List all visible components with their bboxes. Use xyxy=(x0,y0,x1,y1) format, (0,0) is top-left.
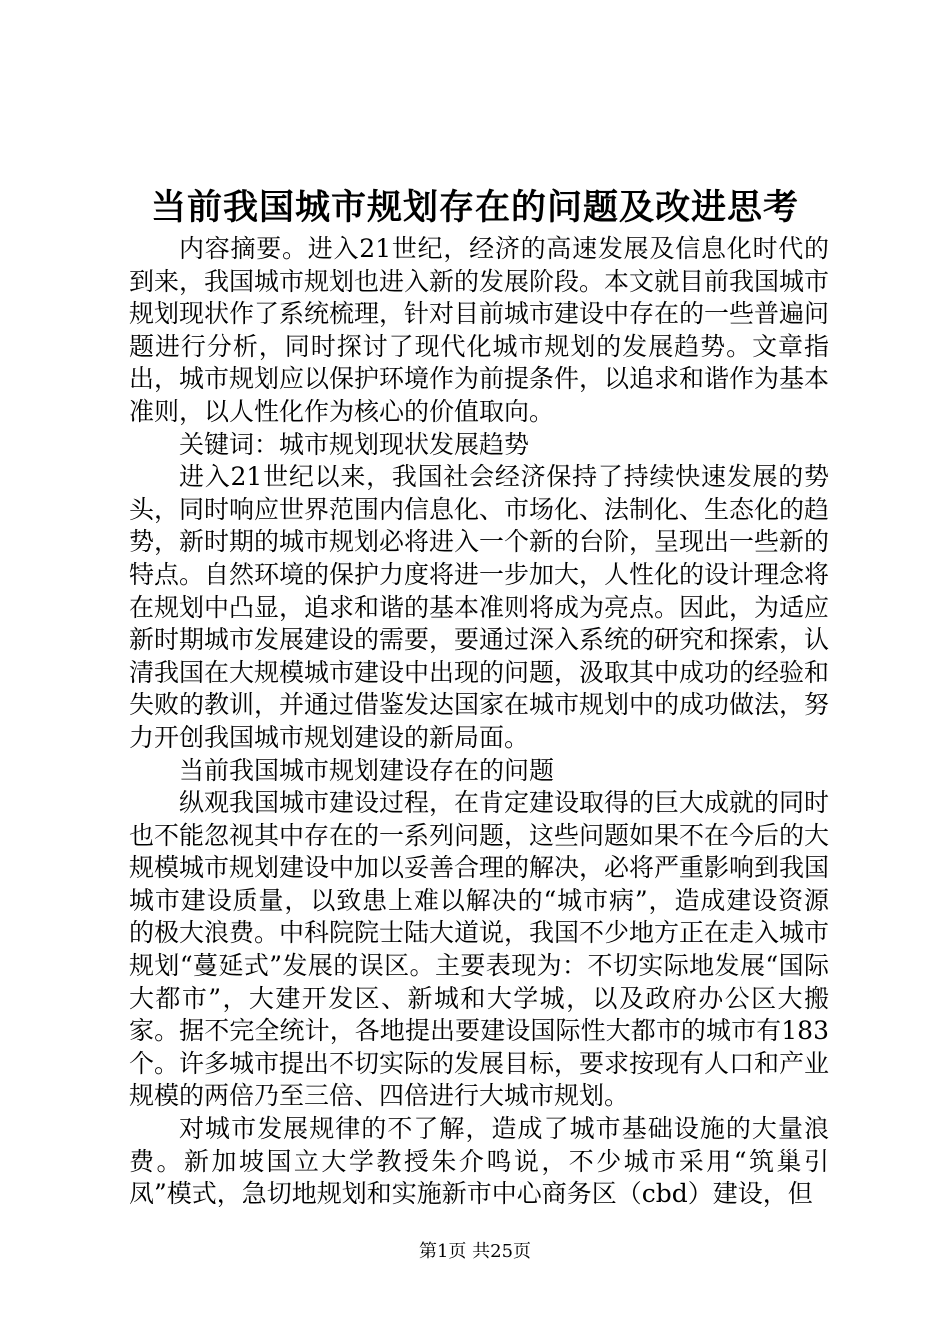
document-title: 当前我国城市规划存在的问题及改进思考 xyxy=(150,187,799,228)
body-paragraph: 对城市发展规律的不了解，造成了城市基础设施的大量浪费。新加坡国立大学教授朱介鸣说，不少城市采用“筑巢引凤”模式，急切地规划和实施新市中心商务区（cbd）建设，但 xyxy=(129,1114,829,1209)
section-heading: 当前我国城市规划建设存在的问题 xyxy=(179,755,555,785)
body-paragraph: 纵观我国城市建设过程，在肯定建设取得的巨大成就的同时也不能忽视其中存在的一系列问题，这些问题如果不在今后的大规模城市规划建设中加以妥善合理的解决，必将严重影响到我国城市建设质量，以致患上难以解决的“城市病”，造成建设资源的极大浪费。中科院院士陆大道说，我国不少地方正在走入城市规划“蔓延式”发展的误区。主要表现为：不切实际地发展“国际大都市”，大建开发区、新城和大学城，以及政府办公区大搬家。据不完全统计，各地提出要建设国际性大都市的城市有183个。许多城市提出不切实际的发展目标，要求按现有人口和产业规模的两倍乃至三倍、四倍进行大城市规划。 xyxy=(129,788,830,1111)
keywords-paragraph: 关键词：城市规划现状发展趋势 xyxy=(179,429,530,459)
body-paragraph: 进入21世纪以来，我国社会经济保持了持续快速发展的势头，同时响应世界范围内信息化、市场化、法制化、生态化的趋势，新时期的城市规划必将进入一个新的台阶，呈现出一些新的特点。自然环境的保护力度将进一步加大，人性化的设计理念将在规划中凸显，追求和谐的基本准则将成为亮点。因此，为适应新时期城市发展建设的需要，要通过深入系统的研究和探索，认清我国在大规模城市建设中出现的问题，汲取其中成功的经验和失败的教训，并通过借鉴发达国家在城市规划中的成功做法，努力开创我国城市规划建设的新局面。 xyxy=(129,462,830,752)
page-footer: 第1页 共25页 xyxy=(418,1241,532,1262)
abstract-paragraph: 内容摘要。进入21世纪，经济的高速发展及信息化时代的到来，我国城市规划也进入新的发展阶段。本文就目前我国城市规划现状作了系统梳理，针对目前城市建设中存在的一些普遍问题进行分析，同时探讨了现代化城市规划的发展趋势。文章指出，城市规划应以保护环境作为前提条件，以追求和谐作为基本准则，以人性化作为核心的价值取向。 xyxy=(129,234,830,426)
document-body xyxy=(129,233,829,1211)
